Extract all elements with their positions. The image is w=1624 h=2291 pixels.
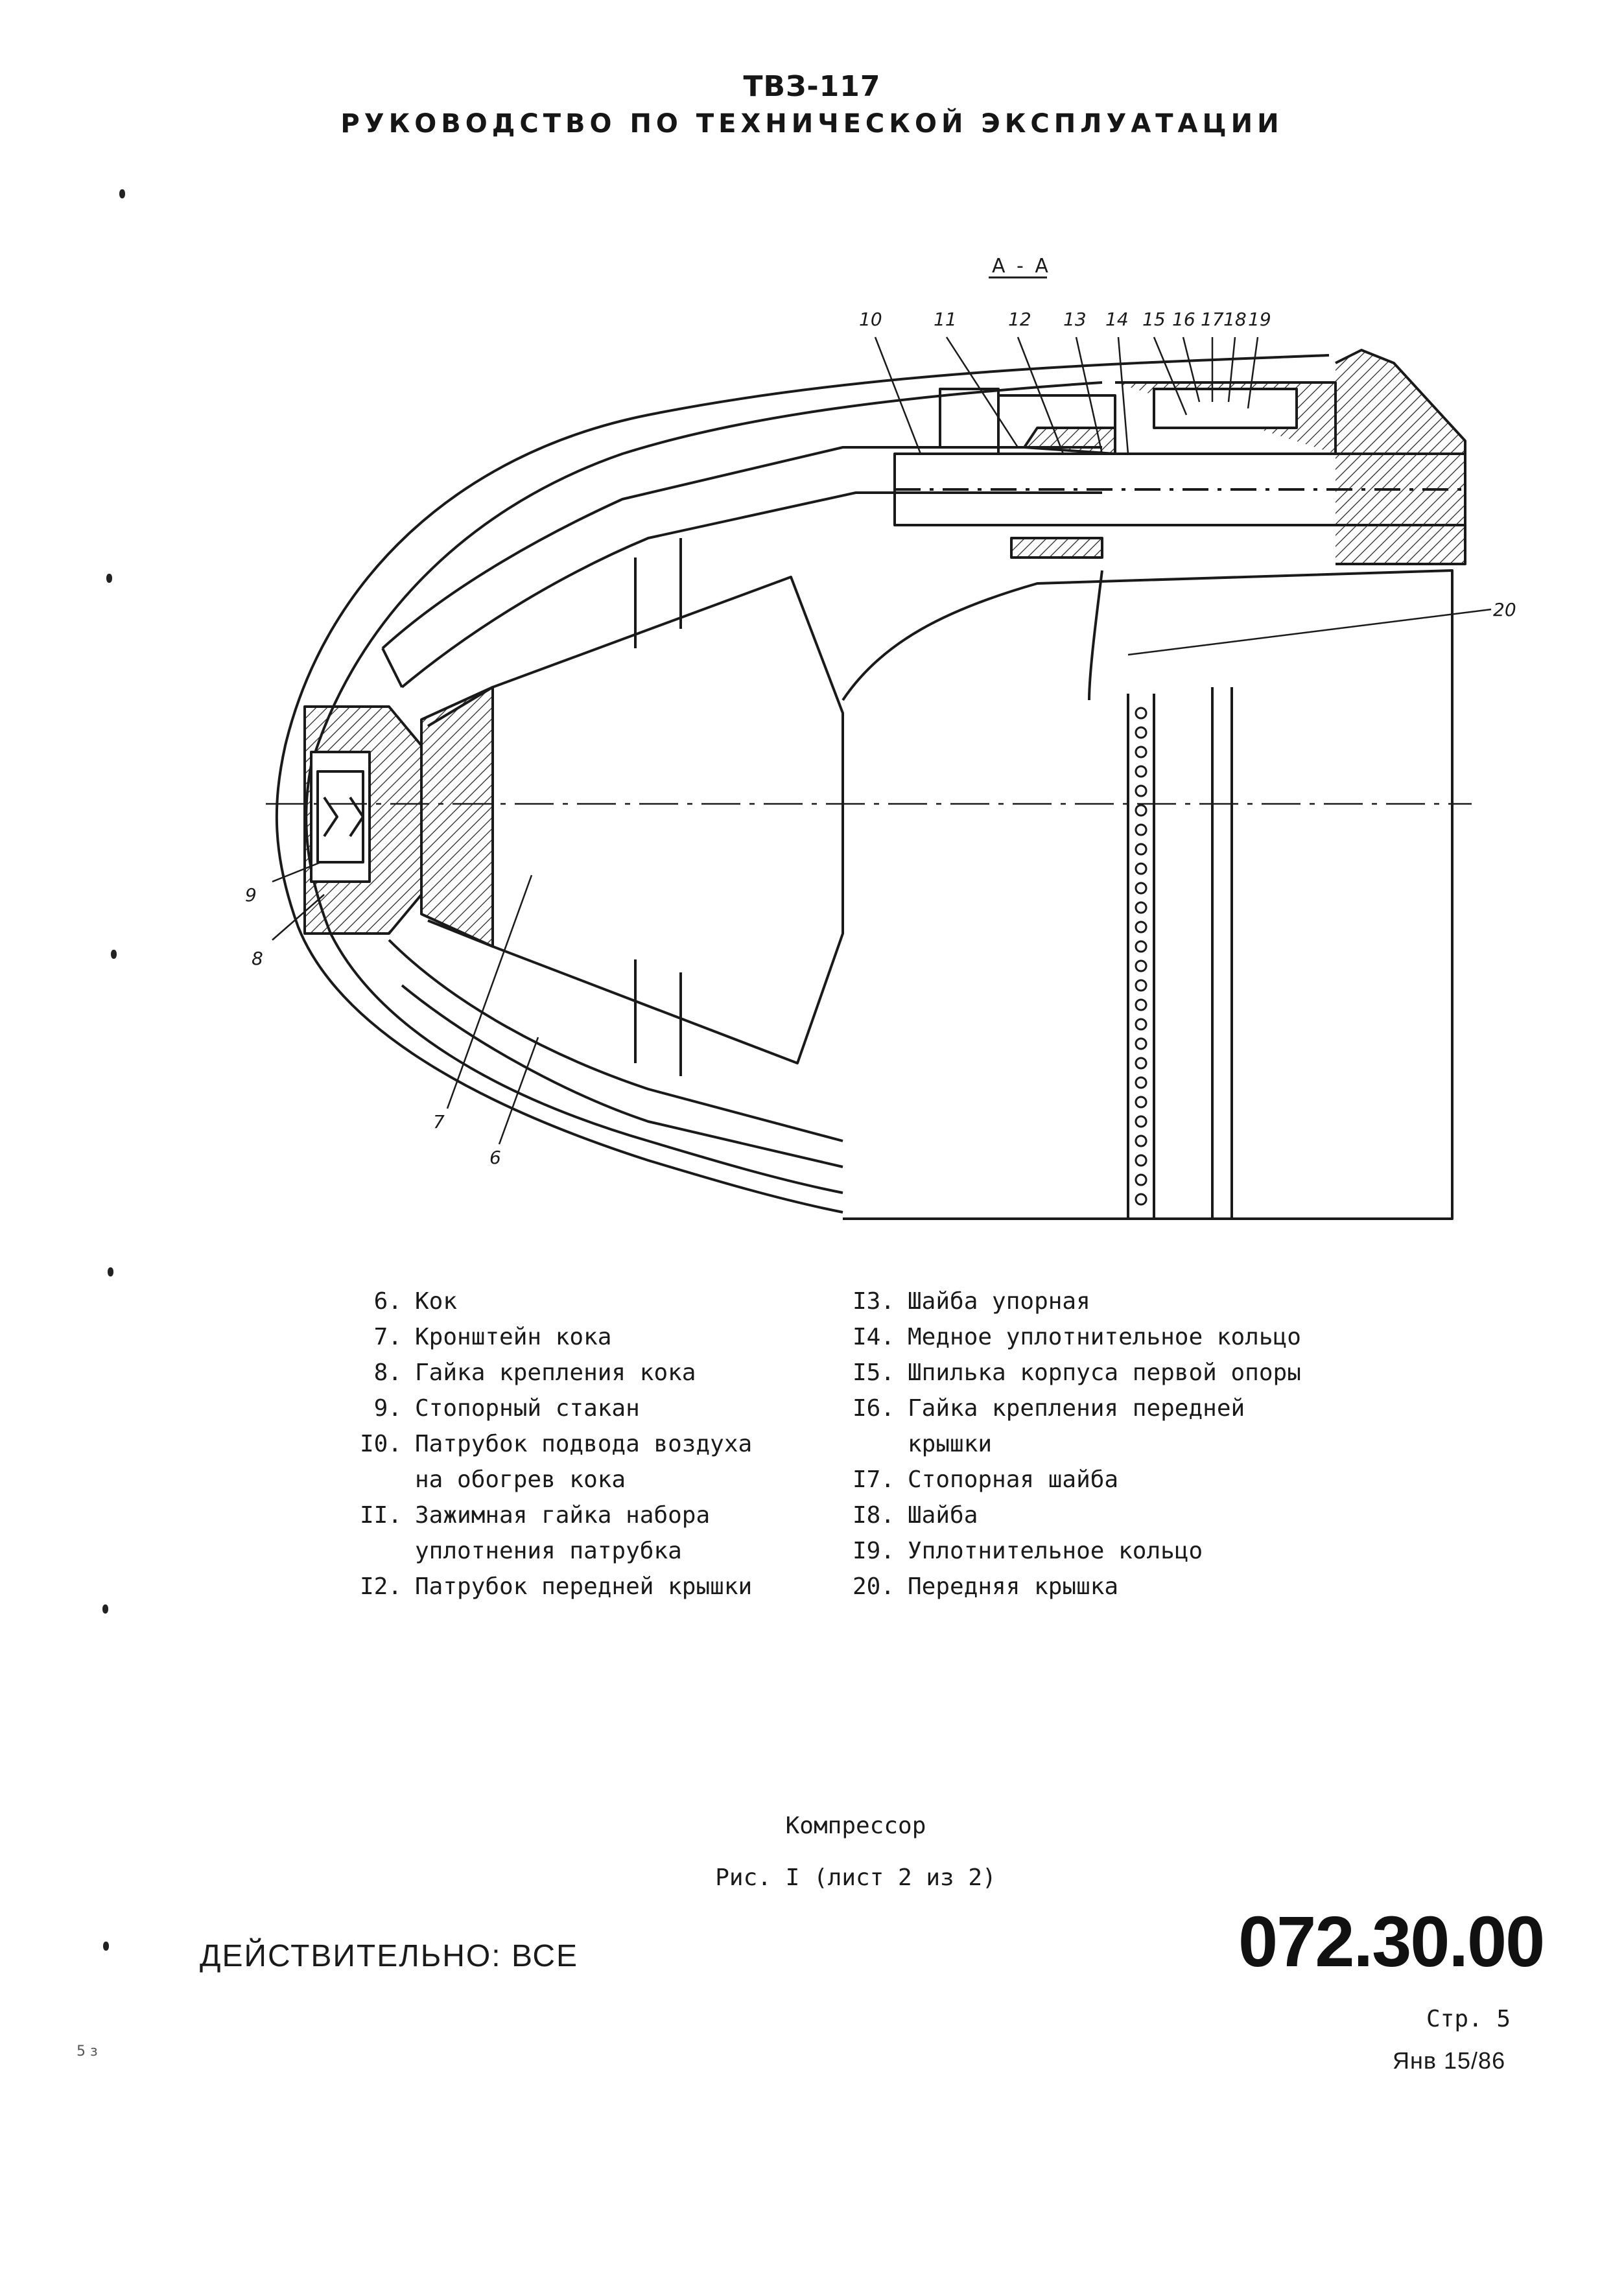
- legend-item-text: Патрубок передней крышки: [415, 1573, 753, 1600]
- callout-6: 6: [489, 1147, 501, 1168]
- callout-17: 17: [1201, 309, 1224, 330]
- legend-item-number: I3.: [852, 1288, 895, 1315]
- figure-caption-title: Компрессор: [785, 1813, 926, 1839]
- callout-7: 7: [433, 1111, 445, 1133]
- legend-item-number: 7.: [373, 1324, 402, 1350]
- legend-item: [311, 1533, 752, 1569]
- callout-19: 19: [1248, 309, 1271, 330]
- legend-item-number: I0.: [359, 1431, 402, 1457]
- legend-item-number: 8.: [373, 1359, 402, 1386]
- legend-item: [311, 1462, 752, 1498]
- callout-12: 12: [1008, 309, 1031, 330]
- legend-item: [804, 1355, 1301, 1391]
- section-label: А - А: [992, 255, 1051, 277]
- manual-title: РУКОВОДСТВО ПО ТЕХНИЧЕСКОЙ ЭКСПЛУАТАЦИИ: [340, 109, 1284, 139]
- callout-9: 9: [245, 884, 257, 906]
- margin-note: 5 з: [76, 2043, 98, 2060]
- legend-item-text: Гайка крепления кока: [415, 1359, 696, 1386]
- hub-flange: [421, 687, 493, 946]
- legend-item-text: Шайба: [908, 1502, 978, 1529]
- legend-item: [804, 1284, 1301, 1319]
- callout-11: 11: [934, 309, 957, 330]
- revision-date: Янв 15/86: [1393, 2047, 1506, 2074]
- legend-item-number: I9.: [852, 1538, 895, 1564]
- bolt-hole-column: [1136, 708, 1146, 1204]
- legend-item-text: Передняя крышка: [908, 1573, 1119, 1600]
- legend-item-text: Медное уплотнительное кольцо: [908, 1324, 1301, 1350]
- front-cover-housing: [940, 389, 998, 454]
- legend-item-text: на обогрев кока: [415, 1466, 626, 1493]
- legend-item: [804, 1319, 1301, 1355]
- legend-item-text: Уплотнительное кольцо: [908, 1538, 1203, 1564]
- legend-item-number: [804, 1426, 908, 1462]
- callout-20: 20: [1493, 599, 1516, 620]
- callout-13: 13: [1063, 309, 1087, 330]
- page-number: Стр. 5: [1426, 2006, 1511, 2032]
- legend-item-number: I8.: [852, 1502, 895, 1529]
- legend-item-number: 20.: [852, 1573, 895, 1600]
- upper-air-duct: [382, 447, 1102, 648]
- lower-strut: [635, 959, 681, 1076]
- legend-item-text: Шпилька корпуса первой опоры: [908, 1359, 1301, 1386]
- legend-item-number: [311, 1462, 415, 1498]
- legend-item-text: Зажимная гайка набора: [415, 1502, 711, 1529]
- figure-caption-number: Рис. I (лист 2 из 2): [715, 1864, 996, 1891]
- effectivity-note: ДЕЙСТВИТЕЛЬНО: ВСЕ: [200, 1939, 579, 1973]
- legend-item-number: I7.: [852, 1466, 895, 1493]
- legend-item-text: Стопорная шайба: [908, 1466, 1119, 1493]
- legend-item-text: Кок: [415, 1288, 458, 1315]
- callout-16: 16: [1172, 309, 1195, 330]
- legend-item-text: Кронштейн кока: [415, 1324, 612, 1350]
- legend-item: [311, 1426, 752, 1462]
- legend-item: [804, 1462, 1301, 1498]
- document-number: 072.30.00: [1238, 1902, 1544, 1982]
- callout-8: 8: [252, 948, 263, 969]
- legend-item: [311, 1319, 752, 1355]
- callout-10: 10: [859, 309, 882, 330]
- parts-legend-right: [804, 1284, 1301, 1604]
- front-cover-shell: [843, 570, 1452, 1219]
- engine-model: ТВЗ-117: [743, 70, 881, 103]
- legend-item-text: Гайка крепления передней: [908, 1395, 1245, 1422]
- legend-item-number: II.: [359, 1502, 402, 1529]
- callout-15: 15: [1142, 309, 1166, 330]
- legend-item-text: Патрубок подвода воздуха: [415, 1431, 753, 1457]
- callout-18: 18: [1223, 309, 1247, 330]
- legend-item-number: I5.: [852, 1359, 895, 1386]
- legend-item-number: I4.: [852, 1324, 895, 1350]
- legend-item: [804, 1533, 1301, 1569]
- legend-item-number: 9.: [373, 1395, 402, 1422]
- legend-item-number: [311, 1533, 415, 1569]
- legend-item-text: Стопорный стакан: [415, 1395, 640, 1422]
- legend-item-number: I2.: [359, 1573, 402, 1600]
- legend-item: [804, 1426, 1301, 1462]
- legend-item: [804, 1569, 1301, 1604]
- legend-item: [804, 1391, 1301, 1426]
- legend-item: [311, 1498, 752, 1533]
- callout-14: 14: [1105, 309, 1129, 330]
- legend-item: [311, 1284, 752, 1319]
- parts-legend-left: [311, 1284, 752, 1604]
- legend-item: [311, 1569, 752, 1604]
- legend-item: [804, 1498, 1301, 1533]
- legend-item-number: 6.: [373, 1288, 402, 1315]
- legend-item: [311, 1355, 752, 1391]
- legend-item-number: I6.: [852, 1395, 895, 1422]
- legend-item-text: уплотнения патрубка: [415, 1538, 682, 1564]
- legend-item: [311, 1391, 752, 1426]
- front-cover-stud: [1154, 389, 1297, 428]
- legend-item-text: крышки: [908, 1431, 993, 1457]
- legend-item-text: Шайба упорная: [908, 1288, 1090, 1315]
